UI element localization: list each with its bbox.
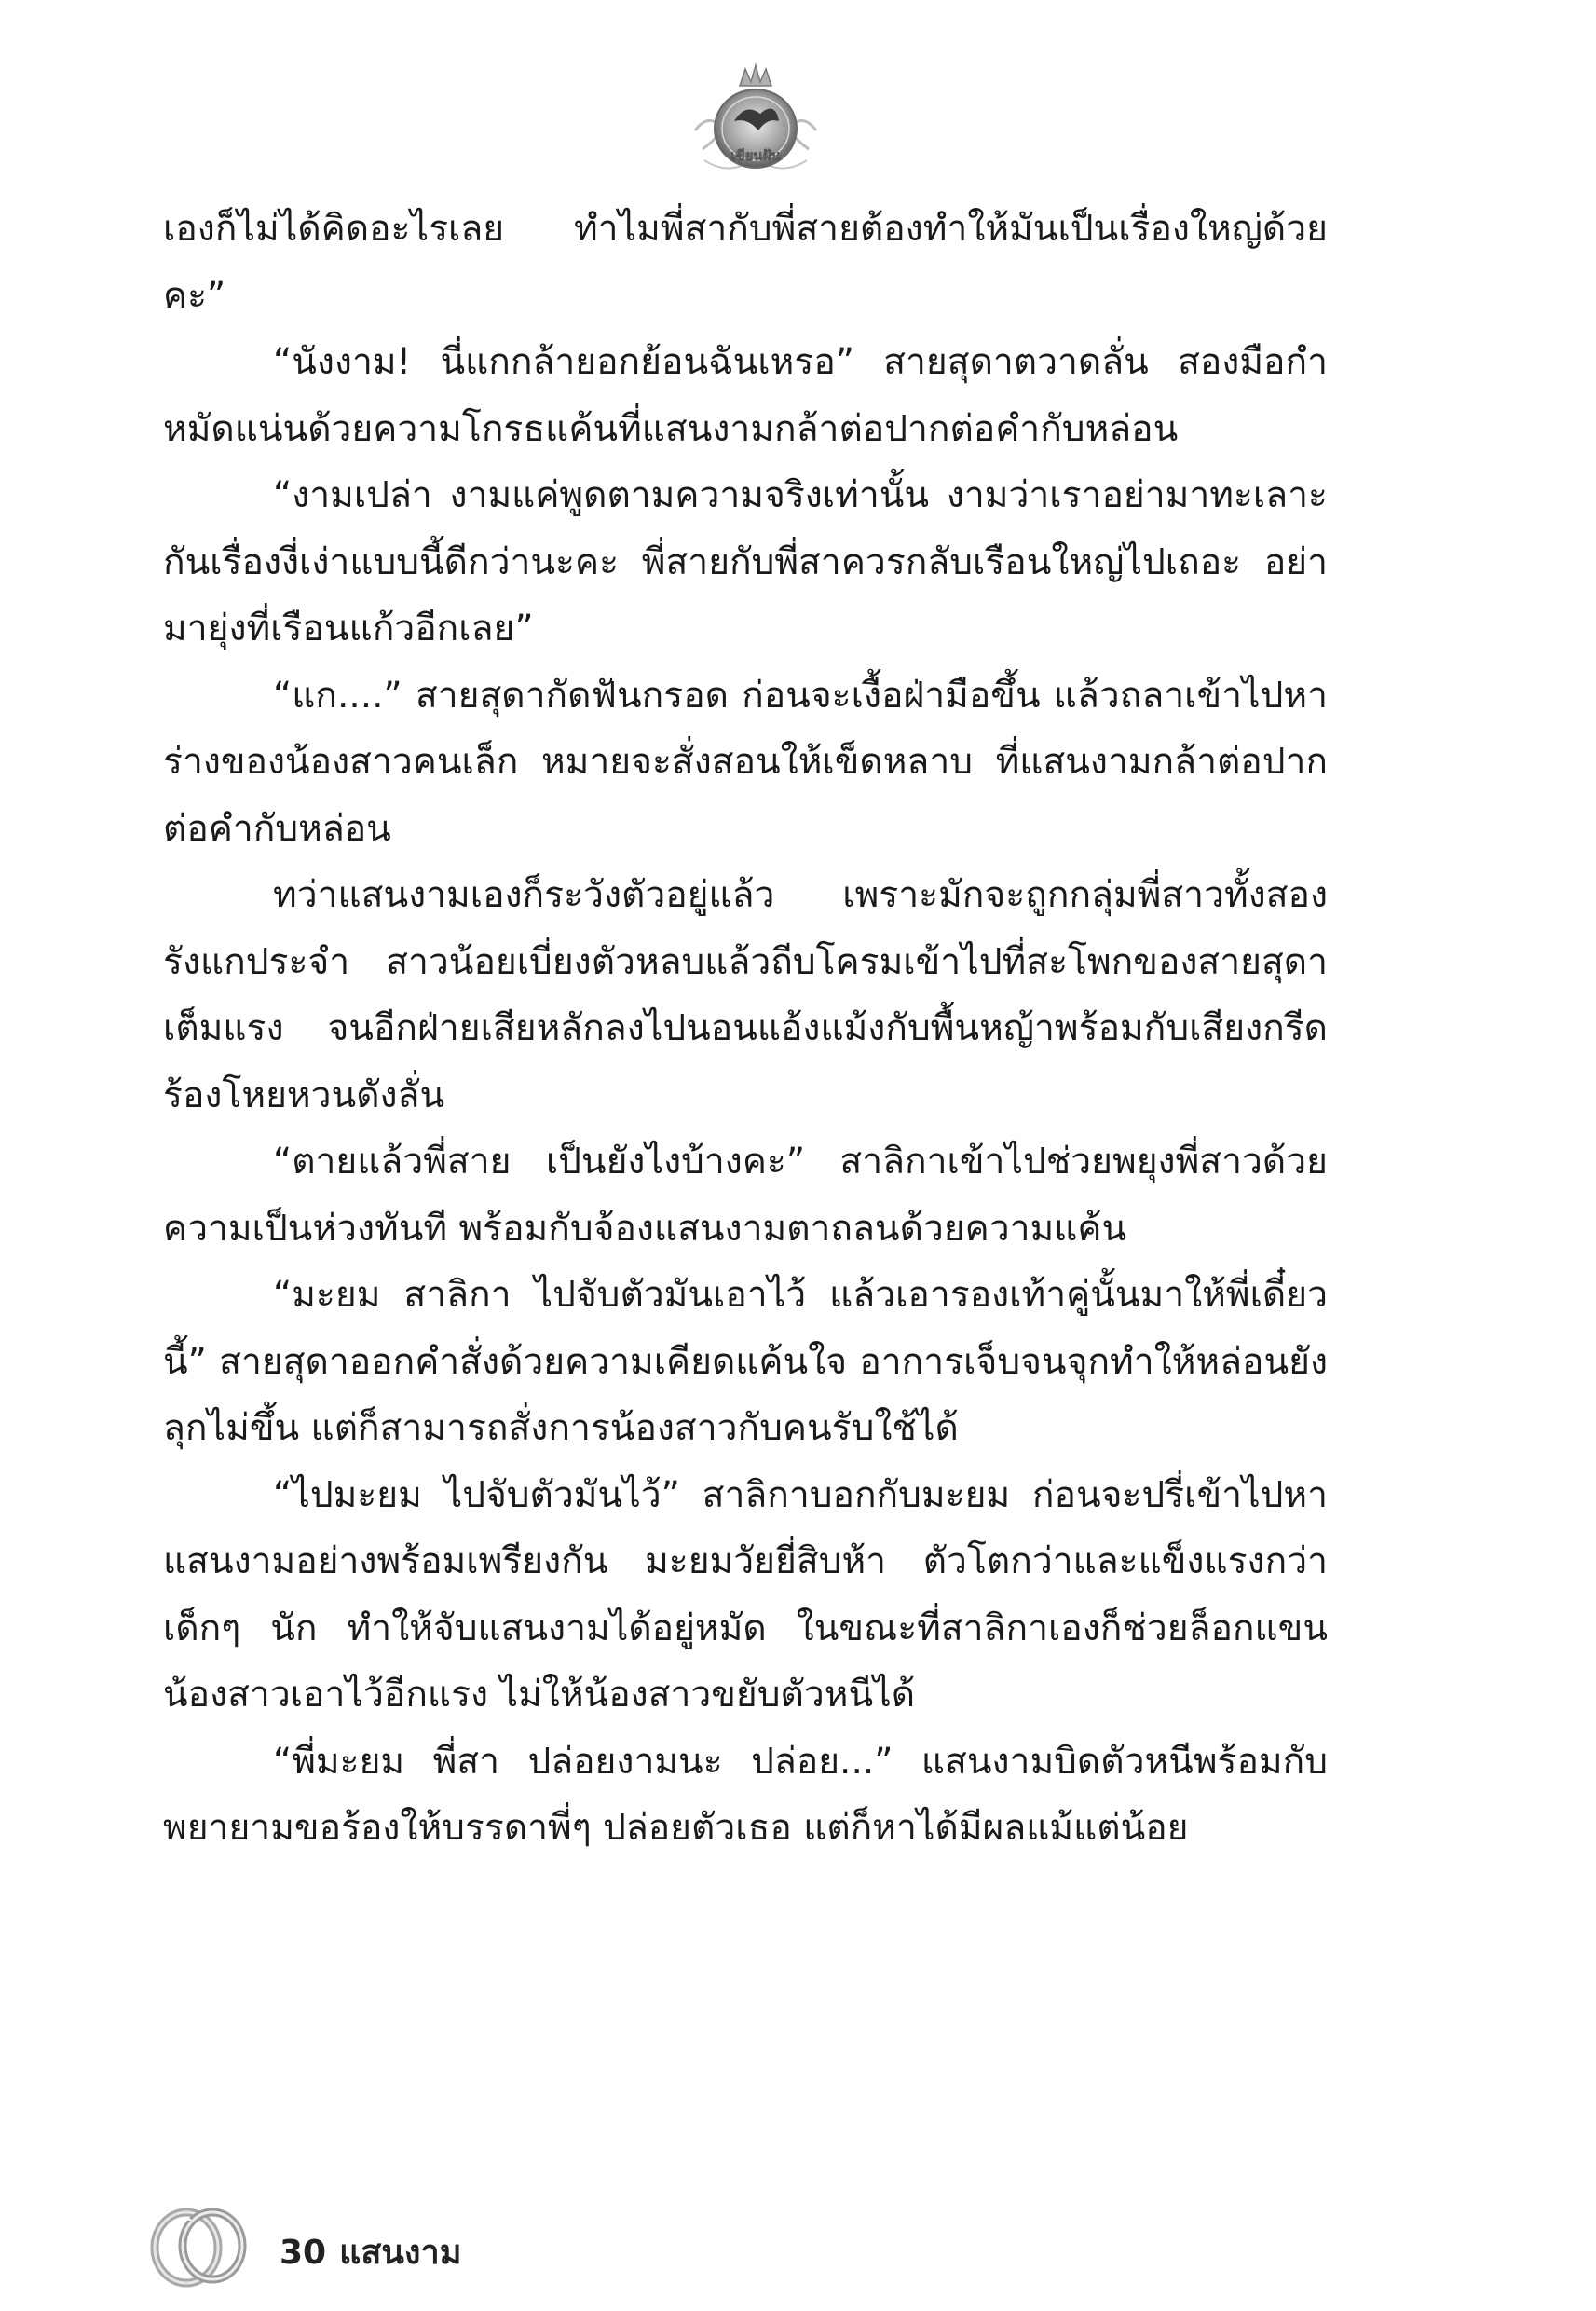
- paragraph-4: “แก....” สายสุดากัดฟันกรอด ก่อนจะเงื้อฝ่ามือขึ้น แล้วถลาเข้าไปหาร่างของน้องสาวคนเล็ก หมายจะสั่งสอนให้เข็ดหลาบ ที่แสนงามกล้าต่อปากต่อคำกับหล่อน: [163, 674, 1328, 850]
- book-title: แสนงาม: [339, 2234, 462, 2272]
- emblem-icon: [686, 56, 825, 186]
- paragraph-2: “นังงาม! นี่แกกล้ายอกย้อนฉันเหรอ” สายสุดาตวาดลั่น สองมือกำหมัดแน่นด้วยความโกรธแค้นที่แสนงามกล้าต่อปากต่อคำกับหล่อน: [163, 341, 1328, 450]
- paragraph-8: “ไปมะยม ไปจับตัวมันไว้” สาลิกาบอกกับมะยม ก่อนจะปรี่เข้าไปหาแสนงามอย่างพร้อมเพรียงกัน มะยมวัยยี่สิบห้า ตัวโตกว่าและแข็งแรงกว่าเด็กๆ นัก ทำให้จับแสนงามได้อยู่หมัด ในขณะที่สาลิกาเองก็ช่วยล็อกแขนน้องสาวเอาไว้อีกแรง ไม่ให้น้องสาวขยับตัวหนีได้: [163, 1473, 1328, 1716]
- paragraph-9: “พี่มะยม พี่สา ปล่อยงามนะ ปล่อย...” แสนงามบิดตัวหนีพร้อมกับพยายามขอร้องให้บรรดาพี่ๆ ปล่อยตัวเธอ แต่ก็หาได้มีผลแม้แต่น้อย: [163, 1740, 1328, 1849]
- paragraph-3: “งามเปล่า งามแค่พูดตามความจริงเท่านั้น งามว่าเราอย่ามาทะเลาะกันเรื่องงี่เง่าแบบนี้ดีกว่านะคะ พี่สายกับพี่สาควรกลับเรือนใหญ่ไปเถอะ อย่ามายุ่งที่เรือนแก้วอีกเลย”: [163, 474, 1328, 650]
- page-number: 30: [280, 2234, 327, 2272]
- wedding-rings-icon: [140, 2199, 261, 2292]
- paragraph-5: ทว่าแสนงามเองก็ระวังตัวอยู่แล้ว เพราะมักจะถูกกลุ่มพี่สาวทั้งสองรังแกประจำ สาวน้อยเบี่ยงตัวหลบแล้วถีบโครมเข้าไปที่สะโพกของสายสุดาเต็มแรง จนอีกฝ่ายเสียหลักลงไปนอนแอ้งแม้งกับพื้นหญ้าพร้อมกับเสียงกรีดร้องโหยหวนดังลั่น: [163, 874, 1328, 1116]
- logo-text: เขียนฝัน: [730, 147, 781, 164]
- page-body: [163, 196, 1328, 1862]
- footer-label: [280, 2225, 474, 2278]
- paragraph-6: “ตายแล้วพี่สาย เป็นยังไงบ้างคะ” สาลิกาเข้าไปช่วยพยุงพี่สาวด้วยความเป็นห่วงทันที พร้อมกับจ้องแสนงามตาถลนด้วยความแค้น: [163, 1141, 1328, 1250]
- header-emblem-logo: [686, 56, 825, 186]
- paragraph-7: “มะยม สาลิกา ไปจับตัวมันเอาไว้ แล้วเอารองเท้าคู่นั้นมาให้พี่เดี๋ยวนี้” สายสุดาออกคำสั่งด้วยความเคียดแค้นใจ อาการเจ็บจนจุกทำให้หล่อนยังลุกไม่ขึ้น แต่ก็สามารถสั่งการน้องสาวกับคนรับใช้ได้: [163, 1274, 1328, 1449]
- paragraph-1: เองก็ไม่ได้คิดอะไรเลย ทำไมพี่สากับพี่สายต้องทำให้มันเป็นเรื่องใหญ่ด้วยคะ”: [163, 208, 1328, 317]
- page-footer: [140, 2199, 699, 2292]
